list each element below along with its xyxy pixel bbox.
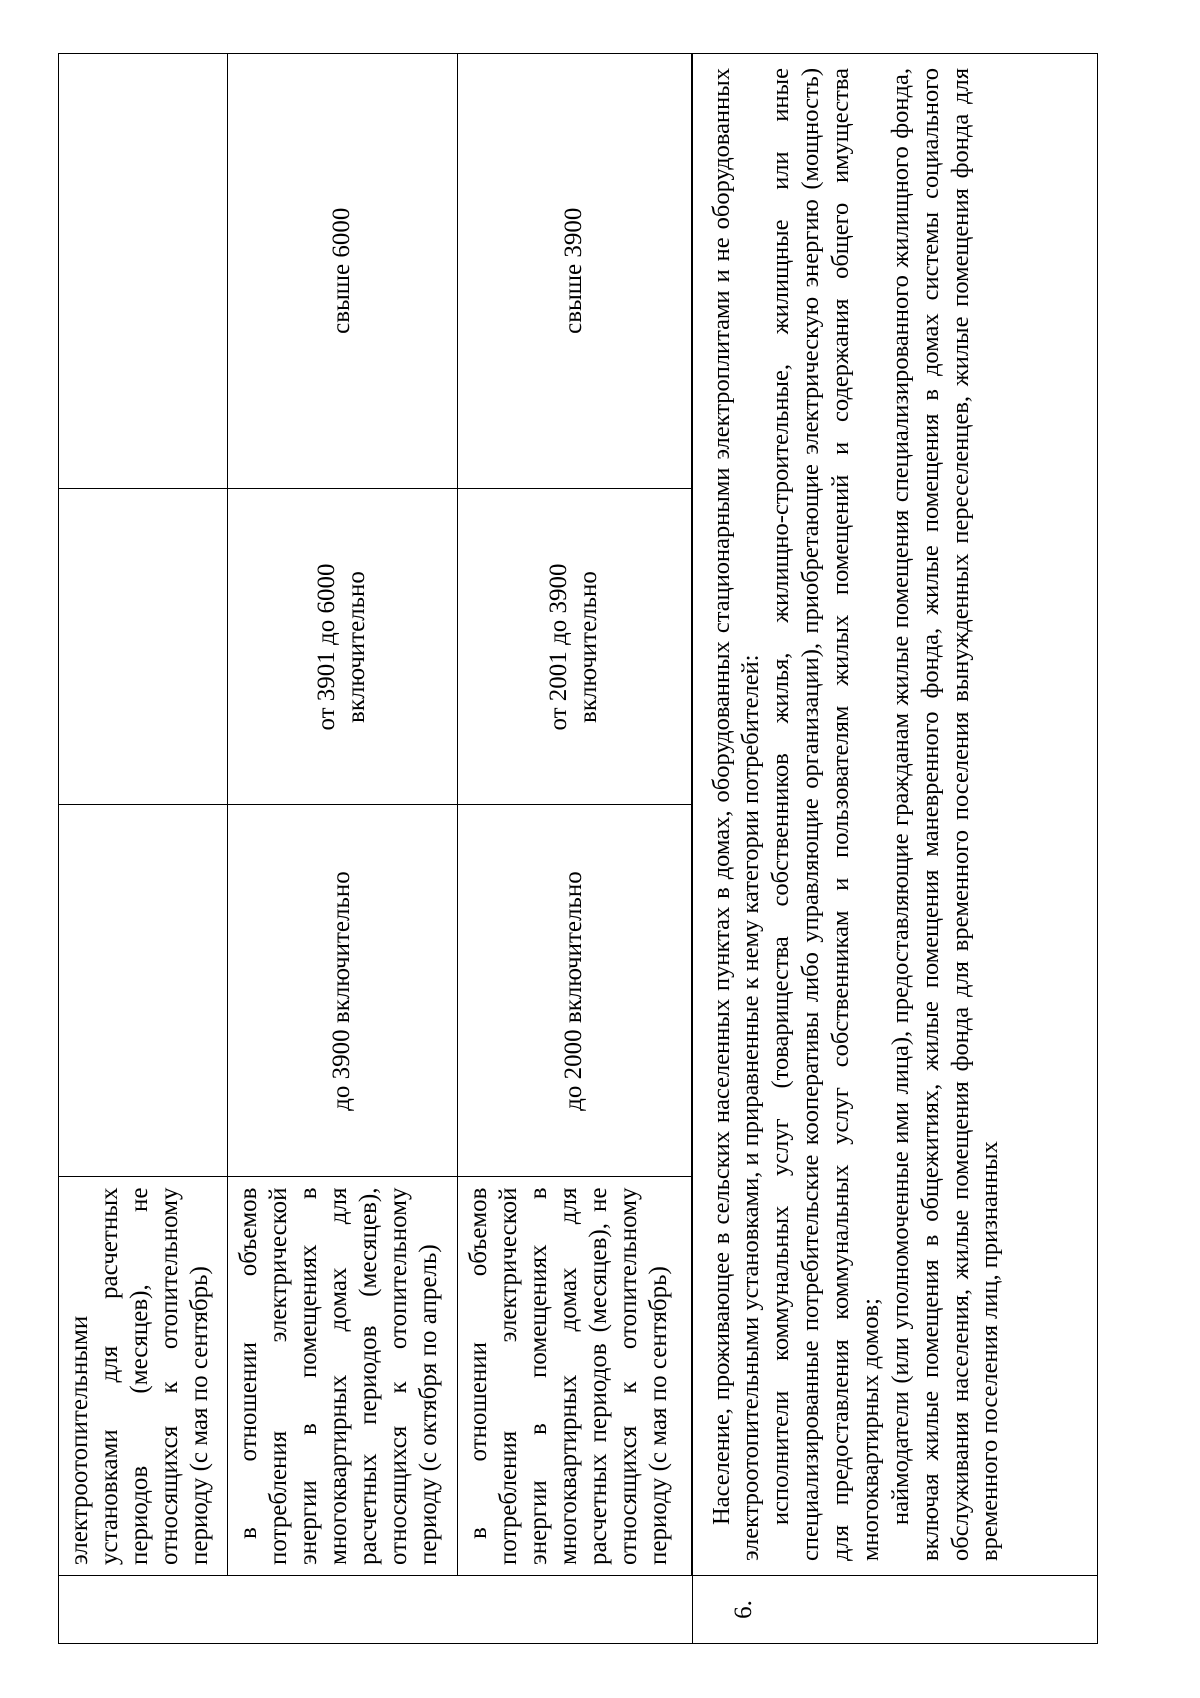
rotated-page — [58, 54, 1098, 1644]
paragraph: наймодатели (или уполномоченные ими лица), предоставляющие гражданам жилые помещения специализированного жилищного фонда, включая жилые помещения в общежитиях, жилые помещения маневренного фонда, жилые помещения в домах системы социального обслуживания населения, жилые помещения фонда для временного поселения вынужденных переселенцев, жилые помещения фонда для временного поселения лиц, признанных — [886, 68, 1004, 1561]
row-number: 6. — [692, 1576, 1098, 1644]
range-3-value — [59, 53, 227, 489]
period-description: в отношении объемов потребления электрической энергии в помещениях в многоквартирных домах для расчетных периодов (месяцев), не относящихся к отопительному периоду (с мая по сентябрь) — [457, 1177, 691, 1575]
table-row — [457, 53, 691, 1575]
row-6-text — [692, 54, 1098, 1576]
range-3-value: свыше 3900 — [457, 53, 691, 489]
table-row — [59, 53, 227, 1575]
range-1-value: до 2000 включительно — [457, 805, 691, 1177]
range-3-value: свыше 6000 — [227, 53, 457, 489]
range-2-value: от 2001 до 3900 включительно — [457, 489, 691, 805]
range-2-value: от 3901 до 6000 включительно — [227, 489, 457, 805]
tariff-table — [58, 53, 1098, 1644]
periods-block — [59, 54, 693, 1576]
paragraph: Население, проживающее в сельских населенных пунктах в домах, оборудованных стационарными электроплитами и не оборудованных электроотопительными установками, и приравненные к нему категории потребителей: — [707, 68, 765, 1561]
range-1-value: до 3900 включительно — [227, 805, 457, 1177]
period-description: в отношении объемов потребления электрической энергии в помещениях в многоквартирных домах для расчетных периодов (месяцев), относящихся к отопительному периоду (с октября по апрель) — [227, 1177, 457, 1575]
range-1-value — [59, 805, 227, 1177]
table-row — [227, 53, 457, 1575]
paragraph: исполнители коммунальных услуг (товарищества собственников жилья, жилищно-строительные, жилищные или иные специализированные потребительские кооперативы либо управляющие организации), приобретающие электрическую энергию (мощность) для предоставления коммунальных услуг собственникам и пользователям жилых помещений и содержания общего имущества многоквартирных домов; — [767, 68, 884, 1561]
row-number-cell — [59, 1576, 693, 1644]
range-2-value — [59, 489, 227, 805]
table-row-6 — [692, 54, 1098, 1644]
periods-inner-table — [59, 53, 692, 1575]
period-description: электроотопительными установками для расчетных периодов (месяцев), не относящихся к отопительному периоду (с мая по сентябрь) — [59, 1177, 227, 1575]
